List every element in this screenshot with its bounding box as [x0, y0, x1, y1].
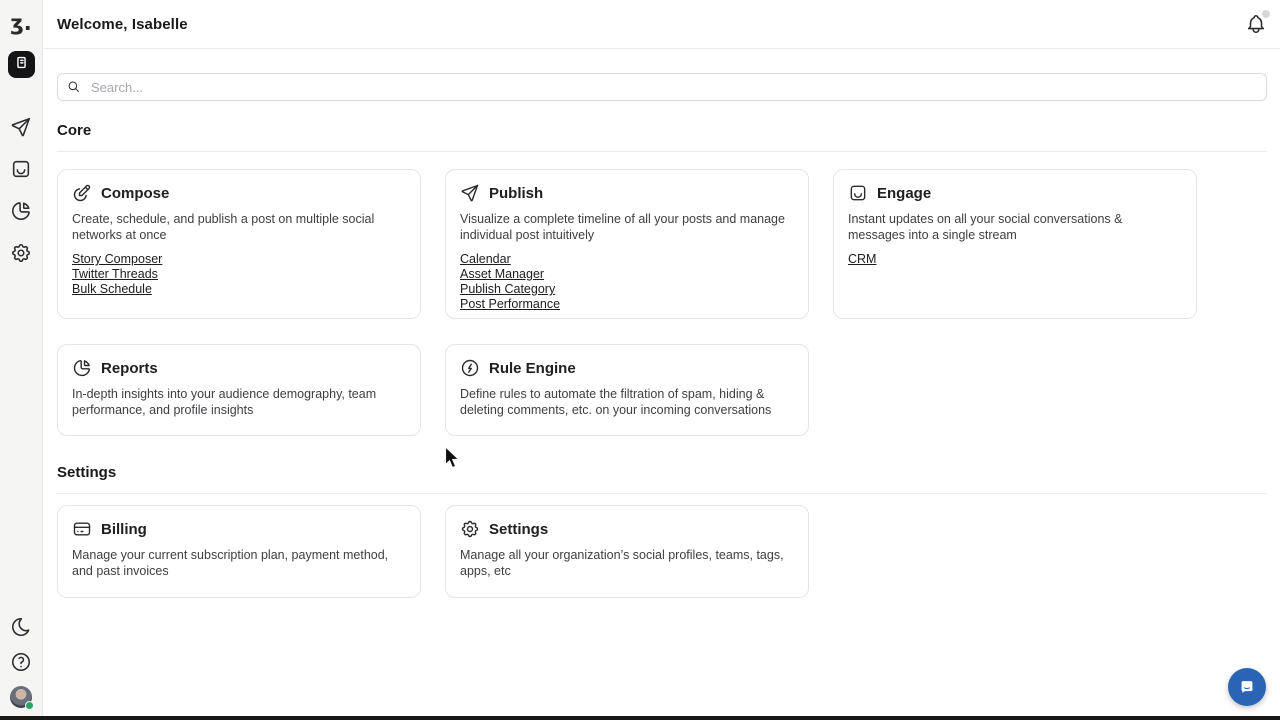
- card-compose[interactable]: [57, 169, 421, 319]
- card-billing[interactable]: [57, 505, 421, 598]
- link-post-performance[interactable]: Post Performance: [460, 297, 561, 311]
- main-area: [44, 0, 1280, 716]
- pie-chart-icon: [10, 200, 32, 222]
- divider: [57, 151, 1267, 152]
- link-twitter-threads[interactable]: Twitter Threads: [72, 267, 158, 281]
- card-description: Visualize a complete timeline of all your posts and manage individual post intuitively: [460, 212, 785, 242]
- section-title-core: Core: [57, 122, 92, 139]
- help-icon: [10, 651, 32, 673]
- card-description: Create, schedule, and publish a post on multiple social networks at once: [72, 212, 375, 242]
- credit-card-icon: [72, 519, 92, 539]
- notification-dot: [1262, 10, 1270, 18]
- search-bar[interactable]: [57, 73, 1267, 101]
- search-icon: [67, 80, 81, 94]
- card-description: Instant updates on all your social conversations & messages into a single stream: [848, 212, 1123, 242]
- card-description: Manage all your organization’s social profiles, teams, tags, apps, etc: [460, 548, 784, 578]
- card-title: Reports: [101, 359, 158, 377]
- bolt-circle-icon: [460, 358, 480, 378]
- link-crm[interactable]: CRM: [848, 252, 877, 266]
- sidebar-item-publish[interactable]: [10, 116, 32, 138]
- inbox-icon: [848, 183, 868, 203]
- link-asset-manager[interactable]: Asset Manager: [460, 267, 545, 281]
- pie-chart-icon: [72, 358, 92, 378]
- page-title: Welcome, Isabelle: [57, 15, 188, 33]
- card-title: Settings: [489, 520, 549, 538]
- sidebar: [0, 0, 43, 720]
- help-button[interactable]: [10, 651, 32, 673]
- chat-launcher-button[interactable]: [1228, 668, 1266, 706]
- card-description: Manage your current subscription plan, payment method, and past invoices: [72, 548, 389, 578]
- sidebar-item-engage[interactable]: [10, 158, 32, 180]
- card-title: Engage: [877, 184, 932, 202]
- paper-plane-icon: [10, 116, 32, 138]
- card-title: Billing: [101, 520, 147, 538]
- card-title: Rule Engine: [489, 359, 576, 377]
- card-publish[interactable]: [445, 169, 809, 319]
- card-reports[interactable]: [57, 344, 421, 436]
- card-description: Define rules to automate the filtration of spam, hiding & deleting comments, etc. on your incoming conversations: [460, 387, 772, 417]
- link-story-composer[interactable]: Story Composer: [72, 252, 163, 266]
- link-bulk-schedule[interactable]: Bulk Schedule: [72, 282, 152, 296]
- divider: [57, 493, 1267, 494]
- notebook-icon: [13, 54, 30, 76]
- notifications-button[interactable]: [1245, 13, 1267, 35]
- card-engage[interactable]: [833, 169, 1197, 319]
- link-calendar[interactable]: Calendar: [460, 252, 511, 266]
- sidebar-item-home[interactable]: [8, 51, 35, 78]
- card-settings[interactable]: [445, 505, 809, 598]
- app-logo[interactable]: ʒ.: [10, 11, 32, 35]
- moon-icon: [10, 616, 32, 638]
- section-title-settings: Settings: [57, 464, 117, 481]
- online-status-dot: [25, 701, 34, 710]
- inbox-icon: [10, 158, 32, 180]
- search-input[interactable]: [91, 80, 1257, 95]
- card-description: In-depth insights into your audience demography, team performance, and profile insights: [72, 387, 377, 417]
- paper-plane-icon: [460, 183, 480, 203]
- user-avatar[interactable]: [10, 686, 32, 708]
- edit-circle-icon: [72, 183, 92, 203]
- card-title: Publish: [489, 184, 544, 202]
- dark-mode-toggle[interactable]: [10, 616, 32, 638]
- link-publish-category[interactable]: Publish Category: [460, 282, 556, 296]
- sidebar-item-settings[interactable]: [10, 242, 32, 264]
- window-bottom-edge: [0, 716, 1280, 720]
- sidebar-item-reports[interactable]: [10, 200, 32, 222]
- card-rule-engine[interactable]: [445, 344, 809, 436]
- chat-bubble-icon: [1237, 677, 1257, 697]
- header: [44, 0, 1280, 49]
- gear-icon: [460, 519, 480, 539]
- card-title: Compose: [101, 184, 170, 202]
- gear-icon: [10, 242, 32, 264]
